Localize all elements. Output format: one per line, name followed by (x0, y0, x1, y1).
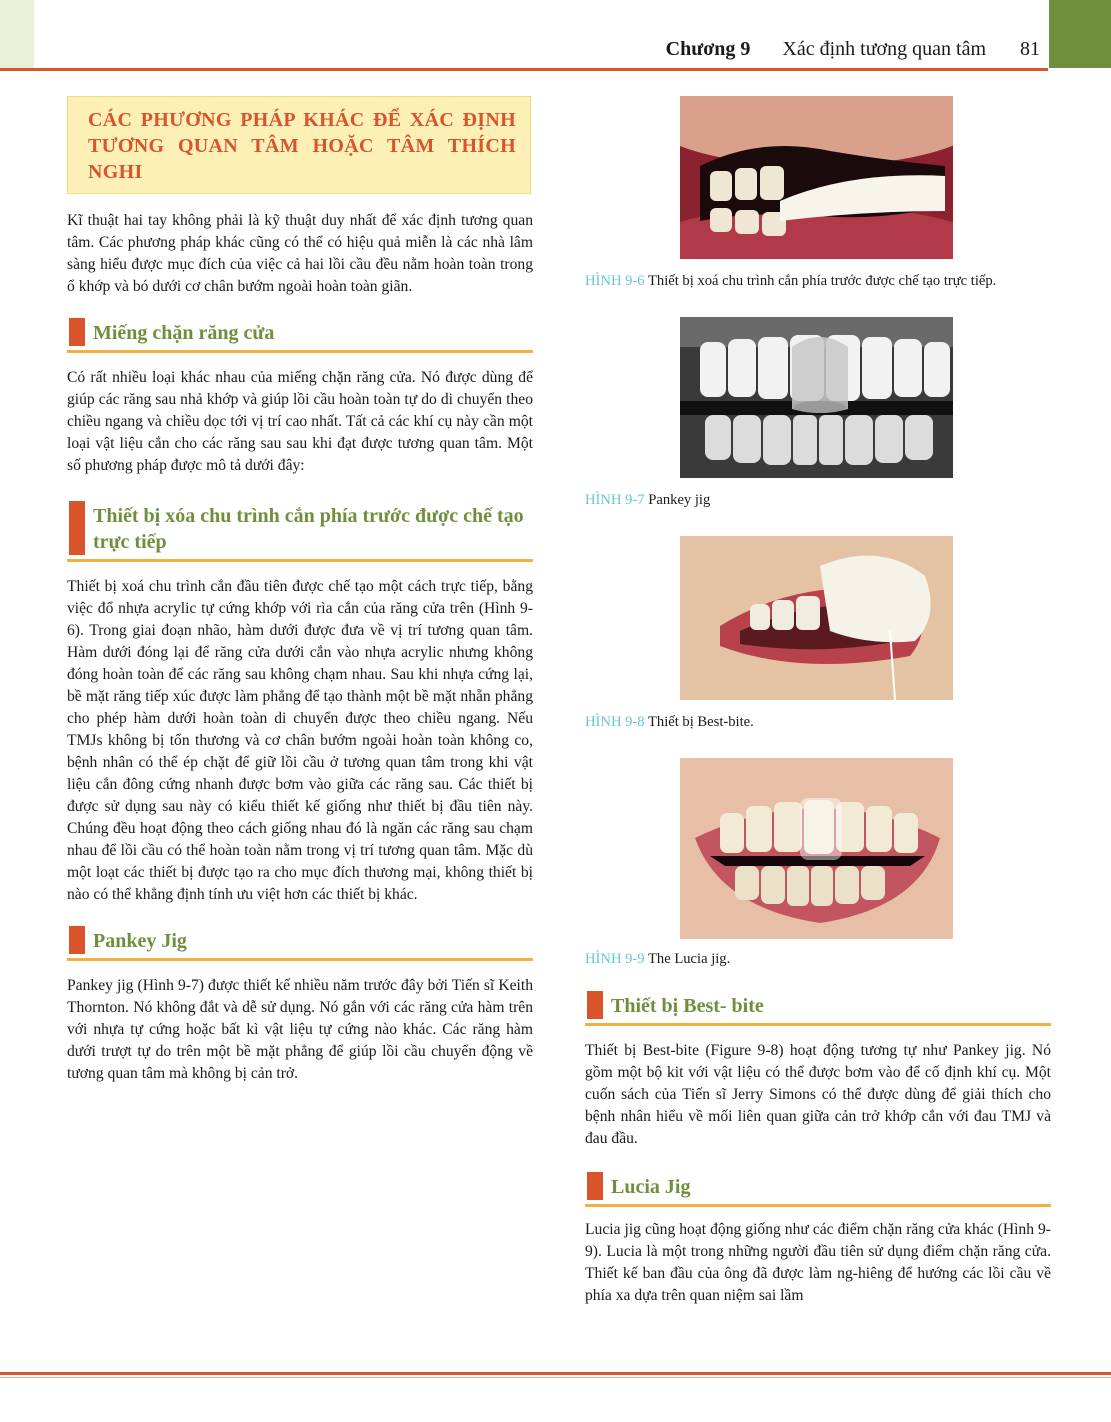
anterior-stop-paragraph: Có rất nhiều loại khác nhau của miếng chặn răng cửa. Nó được dùng để giúp các răng sau nhả khớp và giúp lồi cầu hoàn toàn tự do di chuyển theo chiều ngang và chiều dọc tới vị trí cao nhất. Tất cả các khí cụ này cần một loại vật liệu cắn cho các răng sau sau khi đạt được tương quan tâm. Một số phương pháp được mô tả dưới đây: (67, 369, 533, 474)
margin-strip (0, 0, 34, 70)
intro-paragraph: Kĩ thuật hai tay không phải là kỹ thuật duy nhất để xác định tương quan tâm. Các phương pháp khác cũng có thể có hiệu quả miễn là các nhà lâm sàng hiểu được mục đích của việc cả hai lồi cầu đều nằm hoàn toàn trong ổ khớp và bó dưới cơ chân bướm ngoài hoàn toàn giãn. (67, 212, 533, 295)
chapter-label: Chương 9 (665, 37, 751, 60)
direct-deprogrammer-paragraph: Thiết bị xoá chu trình cắn đầu tiên được chế tạo một cách trực tiếp, bằng việc đổ nhựa acrylic tự cứng khớp với rìa cắn của răng cửa trên (Hình 9-6). Trong giai đoạn nhão, hàm dưới được đưa về vị trí tương quan tâm. Hàm dưới đóng lại để răng cửa dưới cắn vào nhựa acrylic nhưng không đóng hoàn toàn để các răng sau không chạm nhau. Sau khi nhựa cứng lại, bề mặt răng tiếp xúc được làm phẳng để tạo thành một bề mặt nhẵn phẳng cho phép hàm dưới hoàn toàn di chuyển được theo chiều ngang. Nếu TMJs không bị tổn thương và cơ chân bướm ngoài hoàn toàn không co, bệnh nhân có thể ép chặt để giữ lồi cầu ở tương quan tâm trong khi vật liệu cắn đông cứng nhanh được bơm vào giữa các răng sau. Các thiết bị được sử dụng sau này có kiểu thiết kế giống như thiết bị đầu tiên này. Chúng đều hoạt động theo cách giống nhau đó là ngăn các răng sau chạm nhau để lồi cầu có thể hoàn toàn nằm trong vị trí tương quan tâm. Mặc dù một loạt các thiết bị được tạo ra cho mục đích thương mại, không thiết bị nào có thể khẳng định tính ưu việt hơn các thiết bị khác. (67, 578, 533, 903)
heading-text: Pankey Jig (93, 930, 187, 952)
figure-9-8-photo (680, 536, 953, 700)
heading-bar (69, 501, 85, 555)
heading-text: Lucia Jig (611, 1176, 691, 1198)
figure-9-8-caption (585, 712, 1051, 732)
page-number: 81 (1020, 37, 1040, 60)
heading-bar (587, 991, 603, 1019)
figure-9-7-caption (585, 490, 1051, 510)
pankey-jig-paragraph: Pankey jig (Hình 9-7) được thiết kế nhiều năm trước đây bởi Tiến sĩ Keith Thornton. Nó không đắt và dễ sử dụng. Nó gắn với các răng cửa hàm trên với nhựa tự cứng hoặc bất kì vật liệu tự cứng nào khác. Các răng hàm dưới trượt tự do trên một bề mặt phẳng để giúp lồi cầu chuyển động về tương quan tâm mà không bị cản trở. (67, 977, 533, 1082)
heading-bar (69, 926, 85, 954)
teeth-photo-icon (680, 758, 953, 939)
chapter-topic: Xác định tương quan tâm (782, 37, 986, 60)
teeth-photo-icon (680, 317, 953, 478)
chapter-tab (1049, 0, 1111, 68)
footer-rule-thin (0, 1377, 1111, 1378)
left-column (67, 96, 533, 1085)
heading-text: Miếng chặn răng cửa (93, 322, 275, 344)
figure-caption-text: Thiết bị Best-bite. (647, 714, 754, 730)
section-heading-direct-deprogrammer (67, 499, 533, 562)
figure-caption-text: The Lucia jig. (647, 951, 731, 967)
figure-9-6-photo (680, 96, 953, 259)
heading-bar (69, 318, 85, 346)
heading-text: Thiết bị Best- bite (611, 995, 764, 1017)
callout-title: CÁC PHƯƠNG PHÁP KHÁC ĐỂ XÁC ĐỊNH TƯƠNG QUAN TÂM HOẶC TÂM THÍCH NGHI (88, 109, 516, 183)
footer-rule (0, 1372, 1111, 1375)
figure-9-7-photo (680, 317, 953, 478)
teeth-photo-icon (680, 96, 953, 259)
figure-label: HÌNH 9-9 (585, 951, 645, 967)
figure-label: HÌNH 9-6 (585, 273, 645, 289)
figure-9-6-caption (585, 271, 1051, 291)
figure-caption-text: Thiết bị xoá chu trình cắn phía trước được chế tạo trực tiếp. (647, 273, 997, 289)
callout-box (67, 96, 531, 194)
figure-caption-text: Pankey jig (648, 492, 711, 508)
section-heading-lucia-jig (585, 1170, 1051, 1207)
best-bite-paragraph: Thiết bị Best-bite (Figure 9-8) hoạt động tương tự như Pankey jig. Nó gồm một bộ kit với vật liệu có thể được bơm vào để cố định khí cụ. Một cuốn sách của Tiến sĩ Jerry Simons có thể được dùng để giải thích cho bệnh nhân hiểu về mối liên quan giữa cản trở khớp cắn với đau TMJ và đau đầu. (585, 1042, 1051, 1147)
figure-9-9-caption (585, 949, 1051, 969)
lucia-jig-paragraph: Lucia jig cũng hoạt động giống như các điểm chặn răng cửa khác (Hình 9-9). Lucia là một trong những người đầu tiên sử dụng điểm chặn răng cửa. Thiết kế ban đầu của ông đã được làm ng-hiêng để hướng các lồi cầu về phía xa dựa trên quan niệm sai lầm (585, 1221, 1051, 1304)
section-heading-pankey-jig (67, 924, 533, 961)
heading-text: Thiết bị xóa chu trình cắn phía trước được chế tạo trực tiếp (93, 505, 524, 553)
running-header (560, 34, 1040, 64)
section-heading-best-bite (585, 989, 1051, 1026)
heading-bar (587, 1172, 603, 1200)
header-rule (0, 68, 1048, 71)
figure-9-9-photo (680, 758, 953, 939)
right-column (585, 96, 1051, 1307)
section-heading-anterior-stop (67, 316, 533, 353)
figure-label: HÌNH 9-8 (585, 714, 645, 730)
teeth-photo-icon (680, 536, 953, 700)
figure-label: HÌNH 9-7 (585, 492, 645, 508)
